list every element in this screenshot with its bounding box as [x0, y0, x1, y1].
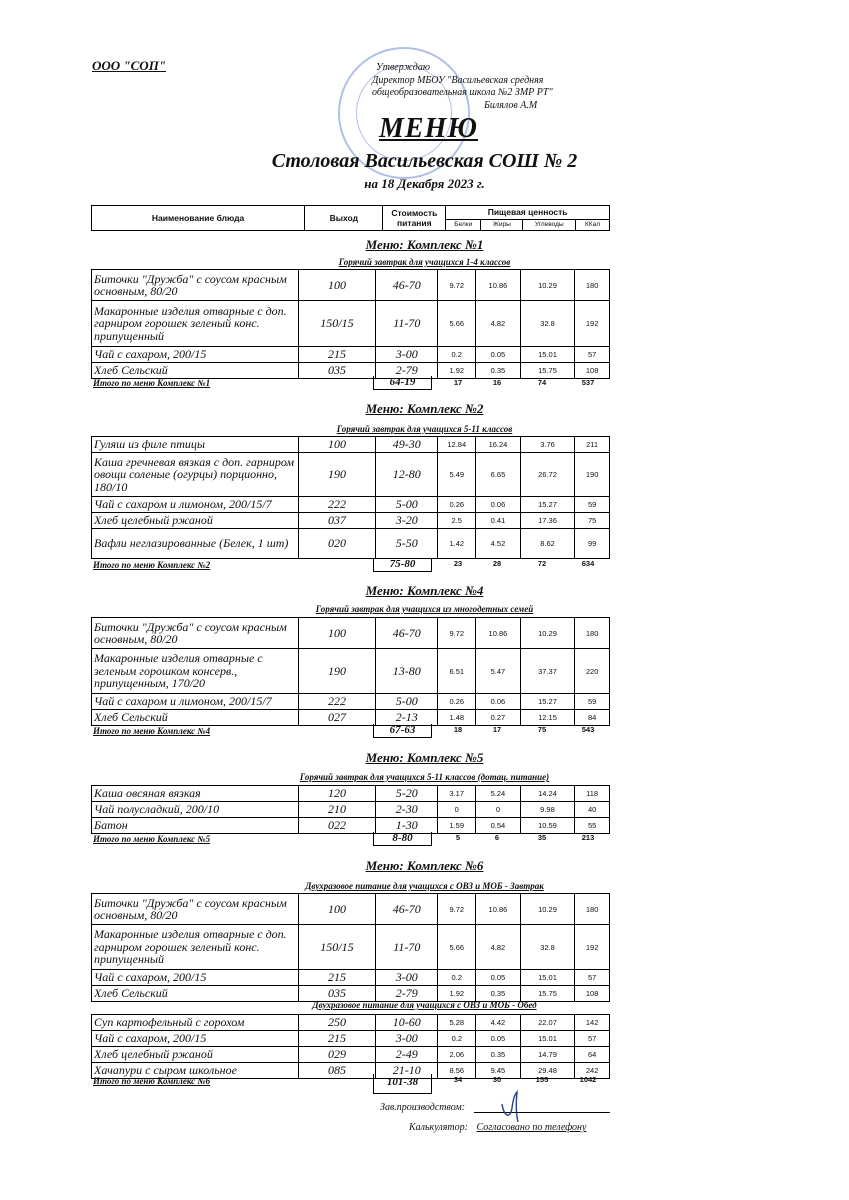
dish-fat: 0.05 [476, 1031, 521, 1047]
dish-output: 029 [298, 1047, 375, 1063]
dish-carbs: 10.29 [520, 894, 574, 925]
col-protein: Белки [446, 219, 481, 230]
dish-carbs: 32.8 [520, 301, 574, 347]
dish-name: Вафли неглазированные (Белек, 1 шт) [92, 529, 299, 559]
dish-price: 5-00 [376, 497, 438, 513]
dish-kcal: 57 [575, 347, 610, 363]
menu-table [91, 617, 610, 726]
table-row [92, 1031, 610, 1047]
dish-carbs: 32.8 [520, 925, 574, 970]
total-protein: 5 [455, 833, 461, 842]
dish-carbs: 15.01 [520, 970, 574, 986]
total-label: Итого по меню Комплекс №1 [93, 378, 211, 388]
dish-price: 46-70 [376, 894, 438, 925]
total-protein: 23 [453, 559, 463, 568]
dish-kcal: 57 [575, 1031, 610, 1047]
dish-carbs: 37.37 [520, 649, 575, 694]
table-row [92, 649, 610, 694]
table-row [92, 437, 610, 453]
dish-price: 2-13 [376, 710, 438, 726]
menu-table [91, 893, 610, 1002]
table-row [92, 453, 610, 497]
dish-kcal: 84 [575, 710, 610, 726]
dish-output: 190 [298, 649, 375, 694]
signature-line [474, 1112, 610, 1113]
dish-carbs: 9.98 [520, 802, 575, 818]
dish-protein: 0.2 [438, 1031, 476, 1047]
dish-fat: 0.06 [476, 694, 521, 710]
dish-protein: 9.72 [438, 618, 476, 649]
organization-name: ООО "СОП" [92, 58, 167, 73]
dish-protein: 1.48 [438, 710, 476, 726]
table-row [92, 925, 610, 970]
dish-protein: 1.92 [438, 986, 476, 1002]
dish-carbs: 8.62 [520, 529, 574, 559]
menu-title: Меню: Комплекс №1 [365, 237, 484, 252]
dish-fat: 0.35 [476, 1047, 521, 1063]
dish-kcal: 40 [575, 802, 610, 818]
table-row [92, 786, 610, 802]
dish-output: 190 [299, 453, 376, 497]
dish-fat: 10.86 [476, 894, 521, 925]
page-title: МЕНЮ [379, 113, 478, 144]
approve-line-2: Директор МБОУ "Васильевская средняя [372, 74, 544, 86]
dish-kcal: 211 [575, 437, 610, 453]
dish-name: Чай с сахаром и лимоном, 200/15/7 [92, 497, 299, 513]
dish-fat: 9.45 [476, 1063, 521, 1079]
total-carbs: 35 [537, 833, 547, 842]
dish-name: Каша овсяная вязкая [92, 786, 299, 802]
dish-name: Гуляш из филе птицы [92, 437, 299, 453]
dish-protein: 9.72 [438, 894, 476, 925]
dish-protein: 1.59 [438, 818, 476, 834]
total-carbs: 72 [537, 559, 547, 568]
dish-output: 215 [298, 347, 375, 363]
total-price: 101-38 [373, 1074, 432, 1094]
dish-fat: 4.82 [476, 301, 521, 347]
total-carbs: 74 [537, 378, 547, 387]
dish-price: 2-30 [376, 802, 438, 818]
dish-name: Каша гречневая вязкая с доп. гарниром овощи соленые (огурцы) порционно, 180/10 [92, 453, 299, 497]
dish-name: Хлеб целебный ржаной [92, 1047, 299, 1063]
table-row [92, 618, 610, 649]
dish-protein: 1.92 [438, 363, 476, 379]
dish-protein: 0.2 [438, 970, 476, 986]
dish-name: Биточки "Дружба" с соусом красным основным, 80/20 [92, 270, 299, 301]
dish-price: 2-79 [376, 363, 438, 379]
total-fat: 17 [492, 725, 502, 734]
table-row [92, 529, 610, 559]
dish-kcal: 108 [575, 986, 610, 1002]
dish-name: Биточки "Дружба" с соусом красным основным, 80/20 [92, 894, 299, 925]
dish-kcal: 180 [575, 894, 610, 925]
dish-price: 5-20 [376, 786, 438, 802]
dish-price: 11-70 [376, 301, 438, 347]
dish-price: 12-80 [376, 453, 438, 497]
dish-output: 020 [299, 529, 376, 559]
dish-kcal: 192 [575, 301, 610, 347]
dish-price: 5-00 [376, 694, 438, 710]
table-row [92, 694, 610, 710]
dish-output: 222 [298, 694, 375, 710]
dish-kcal: 108 [575, 363, 610, 379]
dish-fat: 4.82 [476, 925, 521, 970]
col-price: Стоимость питания [383, 206, 446, 231]
dish-output: 100 [298, 894, 375, 925]
dish-kcal: 180 [575, 618, 610, 649]
total-label: Итого по меню Комплекс №4 [93, 726, 211, 736]
table-row [92, 497, 610, 513]
dish-output: 085 [298, 1063, 375, 1079]
dish-fat: 0.35 [476, 986, 521, 1002]
table-row [92, 270, 610, 301]
section-title: Горячий завтрак для учащихся 5-11 классов [336, 424, 513, 434]
calculator-row [409, 1122, 586, 1133]
dish-fat: 0.05 [476, 970, 521, 986]
total-price: 8-80 [373, 832, 432, 846]
dish-name: Хлеб целебный ржаной [92, 513, 299, 529]
dish-carbs: 15.27 [520, 497, 574, 513]
dish-name: Хлеб Сельский [92, 986, 299, 1002]
table-row [92, 513, 610, 529]
dish-kcal: 142 [575, 1015, 610, 1031]
total-fat: 28 [492, 559, 502, 568]
dish-protein: 5.28 [438, 1015, 476, 1031]
section-title: Двухразовое питание для учащихся с ОВЗ и МОБ - Обед [312, 1000, 537, 1010]
dish-protein: 5.66 [438, 301, 476, 347]
dish-fat: 4.42 [476, 1015, 521, 1031]
dish-output: 210 [298, 802, 375, 818]
col-nutrition: Пищевая ценность [446, 206, 610, 220]
calculator-label: Калькулятор: [409, 1122, 468, 1133]
dish-fat: 5.24 [476, 786, 521, 802]
total-kcal: 213 [581, 833, 595, 842]
dish-carbs: 14.79 [520, 1047, 575, 1063]
dish-output: 100 [298, 270, 375, 301]
menu-table [91, 269, 610, 379]
approval-block [372, 62, 602, 112]
dish-name: Макаронные изделия отварные с доп. гарниром горошек зеленый конс. припущенный [92, 301, 299, 347]
dish-output: 150/15 [298, 925, 375, 970]
dish-price: 3-00 [376, 347, 438, 363]
dish-fat: 0.27 [476, 710, 521, 726]
dish-carbs: 10.29 [520, 618, 575, 649]
dish-kcal: 118 [575, 786, 610, 802]
dish-name: Суп картофельный с горохом [92, 1015, 299, 1031]
dish-fat: 10.86 [476, 618, 521, 649]
production-manager-label: Зав.производством: [380, 1102, 466, 1113]
menu-table [91, 436, 610, 559]
dish-price: 5-50 [376, 529, 438, 559]
total-fat: 30 [492, 1075, 502, 1084]
total-fat: 16 [492, 378, 502, 387]
dish-name: Чай полусладкий, 200/10 [92, 802, 299, 818]
dish-protein: 12.84 [438, 437, 476, 453]
section-title: Горячий завтрак для учащихся из многодетных семей [315, 604, 534, 614]
dish-protein: 8.56 [438, 1063, 476, 1079]
total-kcal: 1042 [579, 1075, 597, 1084]
dish-kcal: 75 [575, 513, 610, 529]
dish-name: Макаронные изделия отварные с доп. гарниром горошек зеленый конс. припущенный [92, 925, 299, 970]
total-carbs: 155 [535, 1075, 549, 1084]
dish-kcal: 190 [575, 453, 610, 497]
dish-carbs: 12.15 [520, 710, 575, 726]
menu-title: Меню: Комплекс №6 [365, 858, 484, 873]
dish-protein: 2.5 [438, 513, 476, 529]
dish-output: 215 [298, 970, 375, 986]
page-subtitle: Столовая Васильевская СОШ № 2 [271, 150, 578, 172]
dish-carbs: 10.59 [520, 818, 575, 834]
dish-carbs: 26.72 [520, 453, 574, 497]
dish-output: 100 [298, 618, 375, 649]
dish-protein: 5.66 [438, 925, 476, 970]
dish-name: Чай с сахаром, 200/15 [92, 1031, 299, 1047]
approve-signer: Билялов А.М [484, 99, 538, 111]
dish-price: 49-30 [376, 437, 438, 453]
dish-kcal: 55 [575, 818, 610, 834]
dish-fat: 10.86 [476, 270, 521, 301]
dish-carbs: 15.01 [520, 1031, 575, 1047]
dish-fat: 16.24 [476, 437, 521, 453]
total-label: Итого по меню Комплекс №2 [93, 560, 211, 570]
dish-kcal: 59 [575, 694, 610, 710]
total-label: Итого по меню Комплекс №5 [93, 834, 211, 844]
dish-name: Хачапури с сыром школьное [92, 1063, 299, 1079]
dish-price: 46-70 [376, 270, 438, 301]
table-row [92, 1015, 610, 1031]
total-kcal: 634 [581, 559, 595, 568]
total-price: 75-80 [373, 558, 432, 572]
dish-kcal: 64 [575, 1047, 610, 1063]
approve-line-3: общеобразовательная школа №2 ЗМР РТ" [372, 87, 553, 98]
total-kcal: 543 [581, 725, 595, 734]
dish-fat: 4.52 [476, 529, 521, 559]
dish-output: 022 [298, 818, 375, 834]
total-kcal: 537 [581, 378, 595, 387]
dish-output: 215 [298, 1031, 375, 1047]
dish-output: 250 [298, 1015, 375, 1031]
dish-fat: 0.35 [476, 363, 521, 379]
calculator-value: Согласовано по телефону [476, 1122, 587, 1133]
total-protein: 18 [453, 725, 463, 734]
dish-price: 11-70 [376, 925, 438, 970]
dish-protein: 3.17 [438, 786, 476, 802]
dish-output: 035 [298, 986, 375, 1002]
dish-fat: 5.47 [476, 649, 521, 694]
dish-price: 3-00 [376, 1031, 438, 1047]
total-fat: 6 [494, 833, 500, 842]
dish-carbs: 15.75 [520, 986, 574, 1002]
dish-price: 21-10 [376, 1063, 438, 1079]
dish-carbs: 29.48 [520, 1063, 575, 1079]
dish-carbs: 3.76 [520, 437, 574, 453]
table-row [92, 818, 610, 834]
dish-output: 100 [299, 437, 376, 453]
dish-protein: 2.06 [438, 1047, 476, 1063]
total-price: 67-63 [373, 724, 432, 738]
dish-carbs: 22.07 [520, 1015, 575, 1031]
total-price: 64-19 [373, 376, 432, 390]
dish-output: 027 [298, 710, 375, 726]
dish-kcal: 242 [575, 1063, 610, 1079]
total-protein: 34 [453, 1075, 463, 1084]
dish-name: Чай с сахаром и лимоном, 200/15/7 [92, 694, 299, 710]
dish-price: 2-79 [376, 986, 438, 1002]
dish-price: 10-60 [376, 1015, 438, 1031]
dish-protein: 1.42 [438, 529, 476, 559]
col-name: Наименование блюда [92, 206, 305, 231]
table-row [92, 802, 610, 818]
dish-protein: 5.49 [438, 453, 476, 497]
dish-kcal: 99 [575, 529, 610, 559]
dish-fat: 0.54 [476, 818, 521, 834]
total-carbs: 75 [537, 725, 547, 734]
table-row [92, 363, 610, 379]
dish-price: 13-80 [376, 649, 438, 694]
dish-price: 3-00 [376, 970, 438, 986]
dish-output: 037 [299, 513, 376, 529]
dish-protein: 0.26 [438, 497, 476, 513]
dish-price: 2-49 [376, 1047, 438, 1063]
dish-kcal: 59 [575, 497, 610, 513]
menu-date: на 18 Декабря 2023 г. [364, 176, 485, 191]
dish-kcal: 57 [575, 970, 610, 986]
dish-name: Батон [92, 818, 299, 834]
col-fat: Жиры [481, 219, 523, 230]
dish-fat: 0.05 [476, 347, 521, 363]
menu-title: Меню: Комплекс №4 [365, 583, 484, 598]
approve-line-1: Утверждаю [376, 62, 430, 73]
dish-name: Хлеб Сельский [92, 363, 299, 379]
dish-output: 120 [298, 786, 375, 802]
dish-protein: 0 [438, 802, 476, 818]
dish-kcal: 220 [575, 649, 610, 694]
col-kcal: ККал [575, 219, 609, 230]
dish-name: Чай с сахаром, 200/15 [92, 970, 299, 986]
dish-carbs: 15.27 [520, 694, 575, 710]
column-header-table [91, 205, 610, 231]
dish-fat: 0 [476, 802, 521, 818]
menu-title: Меню: Комплекс №5 [365, 750, 484, 765]
dish-carbs: 15.75 [520, 363, 574, 379]
dish-carbs: 14.24 [520, 786, 575, 802]
dish-protein: 9.72 [438, 270, 476, 301]
table-row [92, 347, 610, 363]
dish-name: Хлеб Сельский [92, 710, 299, 726]
menu-title: Меню: Комплекс №2 [365, 401, 484, 416]
dish-name: Чай с сахаром, 200/15 [92, 347, 299, 363]
dish-carbs: 10.29 [520, 270, 574, 301]
dish-output: 222 [299, 497, 376, 513]
menu-table [91, 785, 610, 834]
dish-output: 035 [298, 363, 375, 379]
col-output: Выход [305, 206, 383, 231]
dish-protein: 6.51 [438, 649, 476, 694]
dish-fat: 0.06 [476, 497, 521, 513]
dish-fat: 6.65 [476, 453, 521, 497]
dish-price: 3-20 [376, 513, 438, 529]
dish-name: Биточки "Дружба" с соусом красным основным, 80/20 [92, 618, 299, 649]
dish-carbs: 17.36 [520, 513, 574, 529]
dish-price: 46-70 [376, 618, 438, 649]
dish-name: Макаронные изделия отварные с зеленым горошком консерв., припущенным, 170/20 [92, 649, 299, 694]
table-row [92, 970, 610, 986]
menu-table [91, 1014, 610, 1079]
dish-carbs: 15.01 [520, 347, 574, 363]
dish-kcal: 192 [575, 925, 610, 970]
signature-icon [498, 1090, 524, 1124]
table-row [92, 301, 610, 347]
table-row [92, 894, 610, 925]
col-carbs: Углеводы [523, 219, 576, 230]
dish-protein: 0.2 [438, 347, 476, 363]
dish-output: 150/15 [298, 301, 375, 347]
section-title: Горячий завтрак для учащихся 1-4 классов [338, 257, 511, 267]
section-title: Двухразовое питание для учащихся с ОВЗ и МОБ - Завтрак [305, 881, 544, 891]
table-row [92, 710, 610, 726]
table-row [92, 1047, 610, 1063]
dish-fat: 0.41 [476, 513, 521, 529]
section-title: Горячий завтрак для учащихся 5-11 классов (дотац. питание) [299, 772, 550, 782]
total-protein: 17 [453, 378, 463, 387]
dish-protein: 0.26 [438, 694, 476, 710]
total-label: Итого по меню Комплекс №6 [93, 1076, 211, 1086]
dish-price: 1-30 [376, 818, 438, 834]
dish-kcal: 180 [575, 270, 610, 301]
